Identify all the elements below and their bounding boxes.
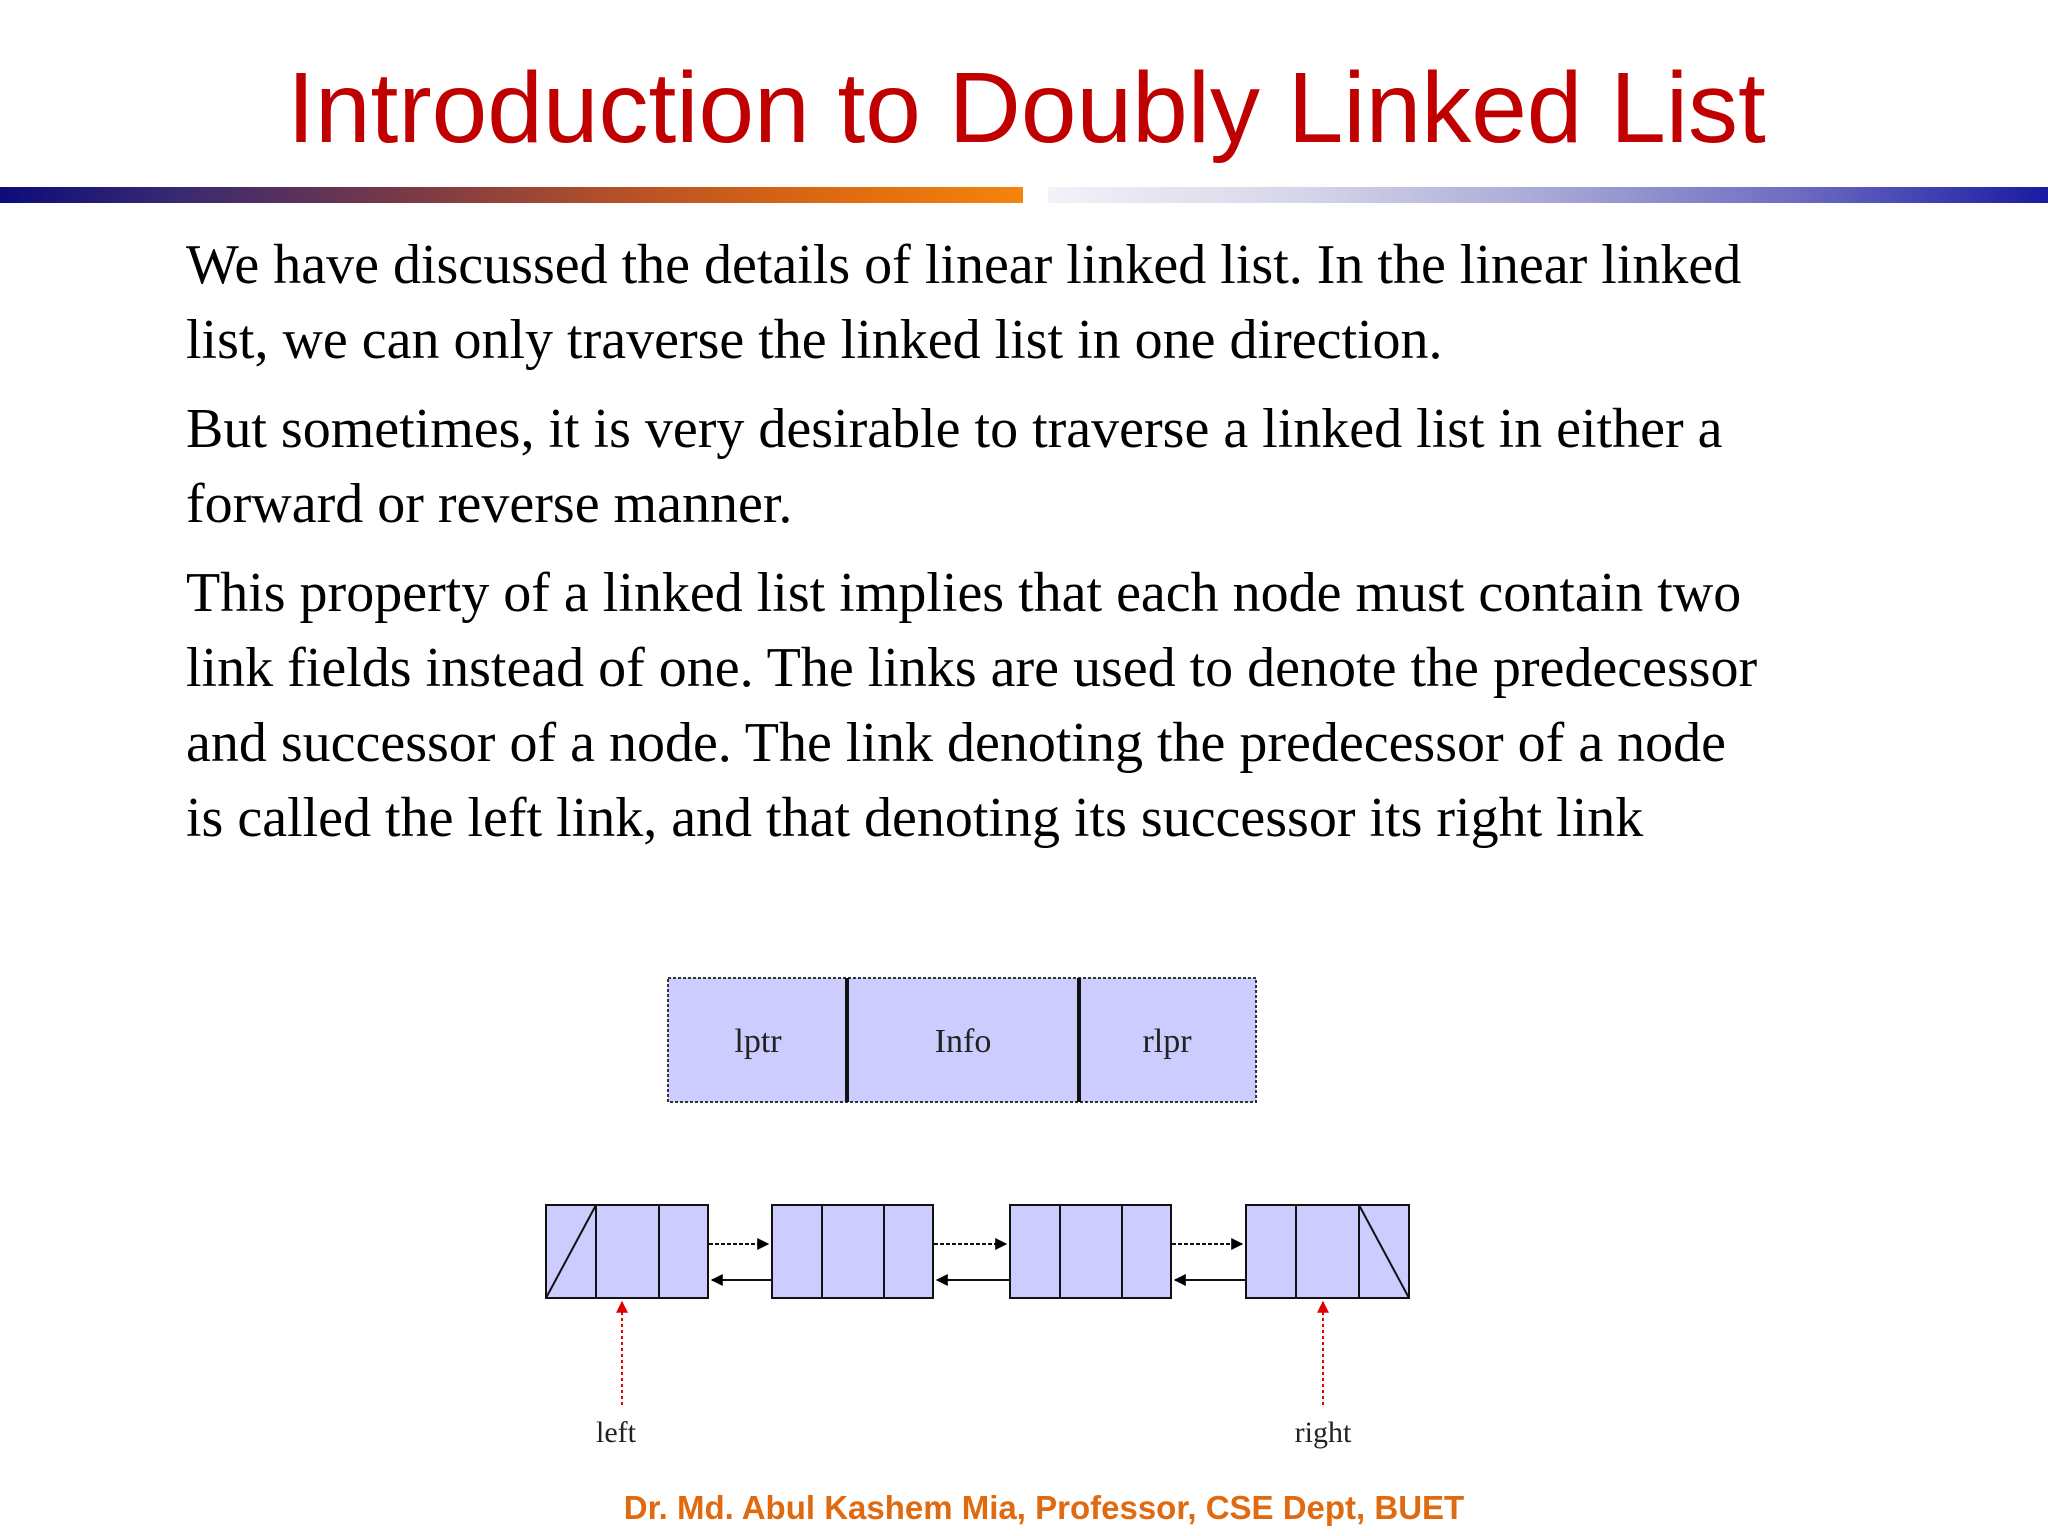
- list-node-4: [1246, 1205, 1409, 1298]
- slide-footer: Dr. Md. Abul Kashem Mia, Professor, CSE Dept, BUET: [623, 1489, 1465, 1526]
- field-lptr-label: lptr: [734, 1023, 782, 1060]
- node-box: [772, 1205, 933, 1298]
- paragraph-line: link fields instead of one. The links are used to denote the predecessor: [186, 637, 1758, 699]
- paragraph-line: This property of a linked list implies that each node must contain two: [186, 562, 1742, 624]
- field-rlpr-label: rlpr: [1142, 1023, 1192, 1060]
- node-box: [1010, 1205, 1171, 1298]
- list-node-3: [1010, 1205, 1171, 1298]
- node-structure: [668, 978, 1256, 1102]
- paragraph-line: But sometimes, it is very desirable to traverse a linked list in either a: [186, 398, 1723, 460]
- right-pointer: [1295, 1302, 1352, 1449]
- right-pointer-label: right: [1294, 1416, 1352, 1449]
- list-node-1: [546, 1205, 708, 1298]
- left-pointer-label: left: [596, 1416, 636, 1449]
- paragraph-line: forward or reverse manner.: [186, 473, 793, 535]
- field-info-label: Info: [934, 1023, 992, 1060]
- paragraph-line: is called the left link, and that denoting its successor its right link: [186, 787, 1644, 849]
- list-node-2: [772, 1205, 933, 1298]
- slide-title: Introduction to Doubly Linked List: [287, 52, 1766, 164]
- paragraph-line: We have discussed the details of linear linked list. In the linear linked: [186, 234, 1742, 296]
- paragraph-line: and successor of a node. The link denoting the predecessor of a node: [186, 712, 1727, 774]
- paragraph-line: list, we can only traverse the linked list in one direction.: [186, 309, 1443, 371]
- left-pointer: [596, 1302, 637, 1449]
